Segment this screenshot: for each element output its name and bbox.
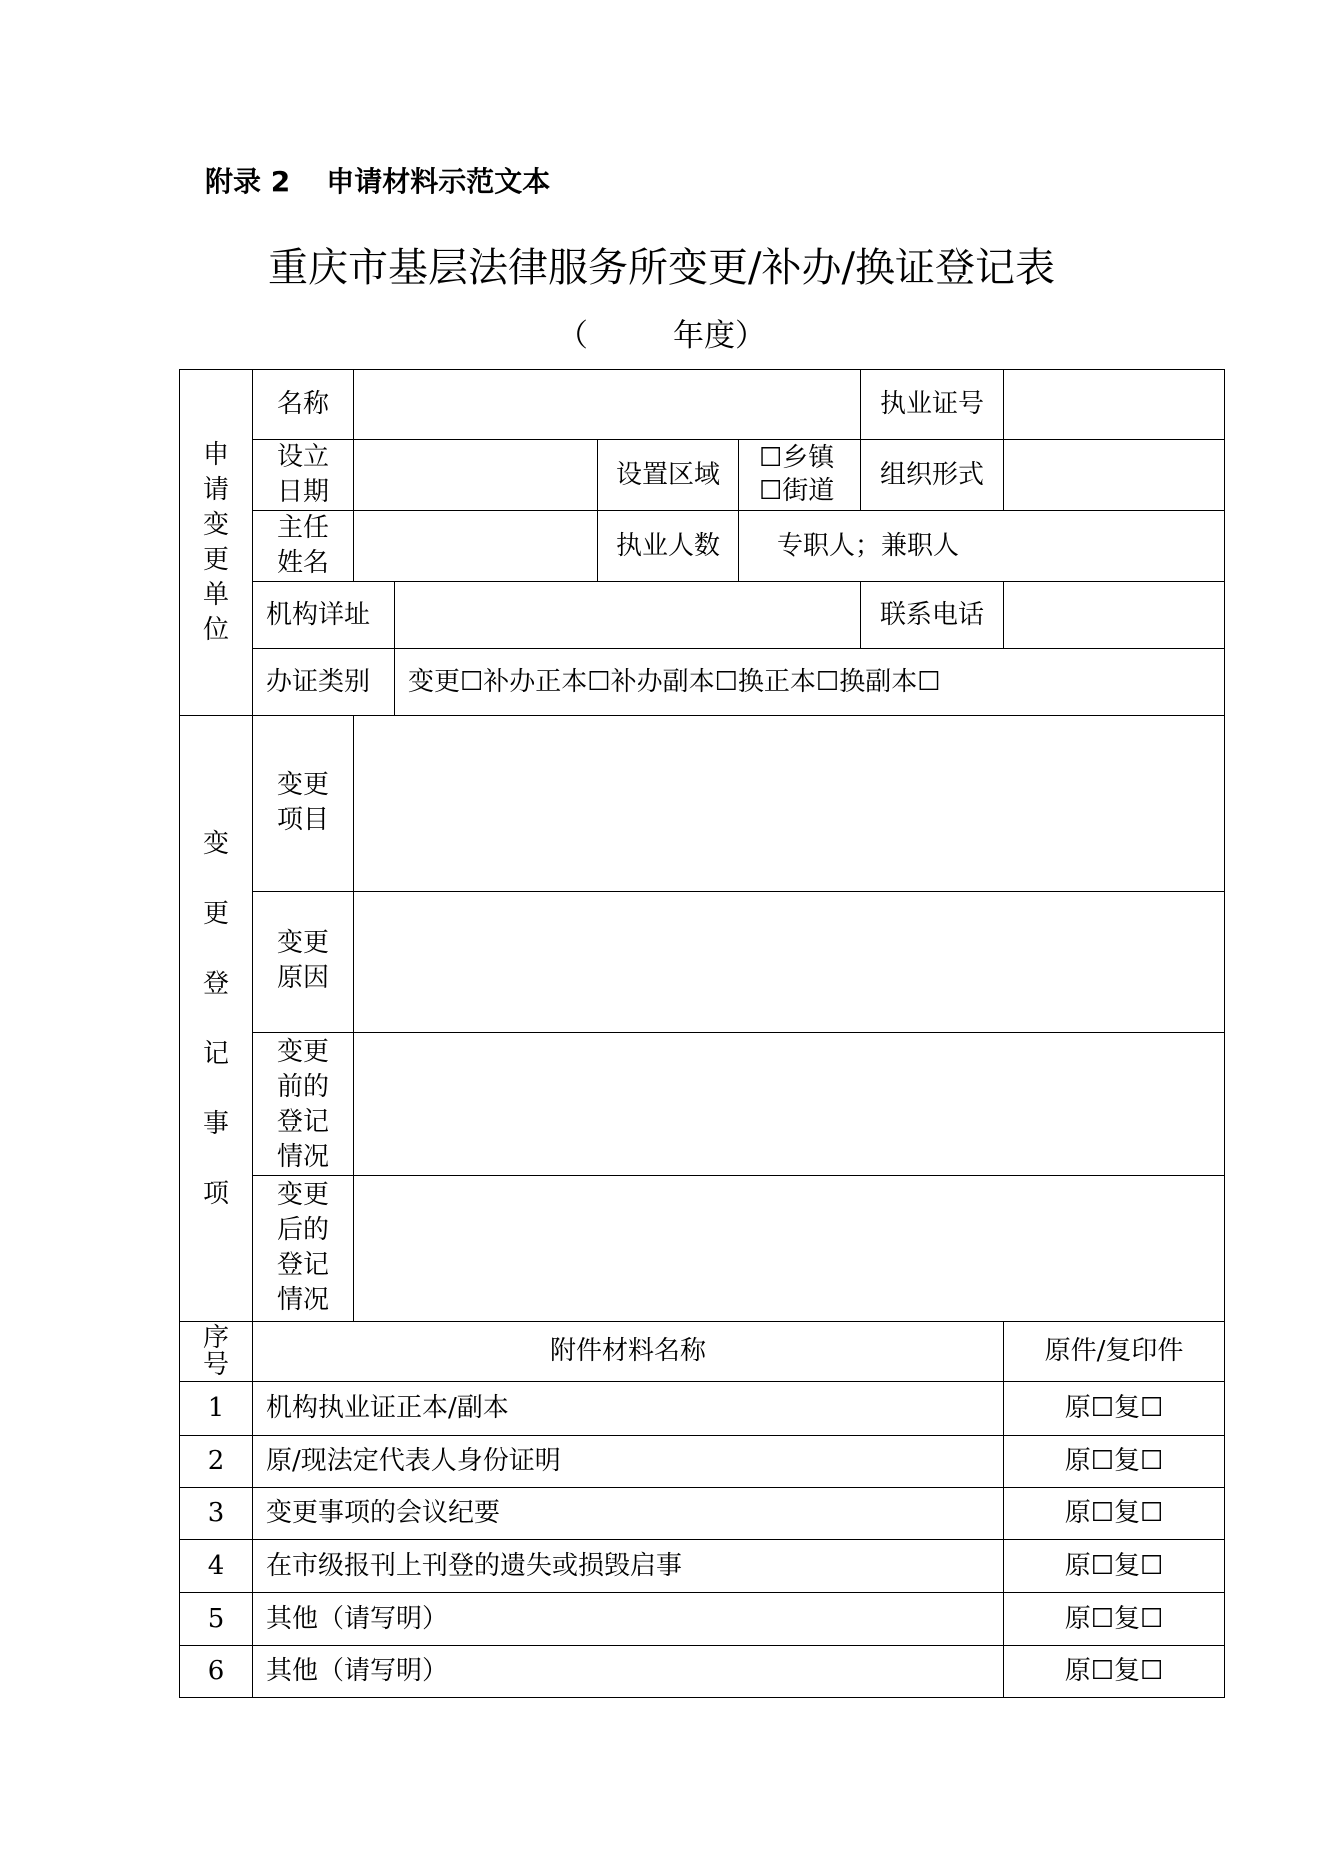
appendix-heading	[205, 160, 550, 200]
after-registration-field[interactable]	[354, 1176, 1225, 1322]
before-registration-field[interactable]	[354, 1033, 1225, 1176]
attachment-row-copy[interactable]: 原☐复☐	[1004, 1540, 1225, 1593]
change-section-heading: 变 更 登 记 事 项	[180, 716, 253, 1322]
seq-header: 序 号	[180, 1322, 253, 1382]
appendix-label: 附录 2	[205, 165, 291, 198]
attachment-row-name: 机构执业证正本/副本	[253, 1382, 1004, 1436]
phone-label: 联系电话	[861, 582, 1004, 649]
attachment-row-copy[interactable]: 原☐复☐	[1004, 1436, 1225, 1488]
attachment-row-name: 变更事项的会议纪要	[253, 1488, 1004, 1540]
name-field[interactable]	[354, 370, 861, 440]
attachment-row-no: 1	[180, 1382, 253, 1436]
before-registration-label: 变更 前的 登记 情况	[253, 1033, 354, 1176]
director-field[interactable]	[354, 511, 598, 582]
attachment-row-name: 其他（请写明）	[253, 1646, 1004, 1698]
staff-count-field[interactable]: 专职人；兼职人	[739, 511, 1225, 582]
region-label: 设置区域	[598, 440, 739, 511]
copy-type-header: 原件/复印件	[1004, 1322, 1225, 1382]
change-items-label: 变更 项目	[253, 716, 354, 892]
attachment-row-name: 其他（请写明）	[253, 1593, 1004, 1646]
year-label: 年度）	[673, 318, 766, 354]
staff-count-label: 执业人数	[598, 511, 739, 582]
attachment-row-no: 3	[180, 1488, 253, 1540]
attachment-row-no: 2	[180, 1436, 253, 1488]
region-option-street[interactable]: ☐街道	[759, 476, 835, 506]
category-label: 办证类别	[253, 649, 395, 716]
form-title: 重庆市基层法律服务所变更/补办/换证登记表	[268, 245, 1055, 291]
year-open-paren: （	[557, 318, 588, 354]
address-label: 机构详址	[253, 582, 395, 649]
attachment-row-copy[interactable]: 原☐复☐	[1004, 1593, 1225, 1646]
change-reason-label: 变更 原因	[253, 892, 354, 1033]
attachment-row-name: 原/现法定代表人身份证明	[253, 1436, 1004, 1488]
category-options[interactable]: 变更☐补办正本☐补办副本☐换正本☐换副本☐	[395, 649, 1225, 716]
attachment-row-no: 6	[180, 1646, 253, 1698]
org-form-label: 组织形式	[861, 440, 1004, 511]
year-line	[0, 310, 1323, 355]
license-no-field[interactable]	[1004, 370, 1225, 440]
director-label: 主任 姓名	[253, 511, 354, 582]
appendix-title: 申请材料示范文本	[326, 165, 551, 198]
attachment-row-no: 5	[180, 1593, 253, 1646]
after-registration-label: 变更 后的 登记 情况	[253, 1176, 354, 1322]
setup-date-field[interactable]	[354, 440, 598, 511]
region-option-township[interactable]: ☐乡镇	[759, 443, 835, 473]
registration-form-table	[179, 369, 1225, 1698]
change-items-field[interactable]	[354, 716, 1225, 892]
attachment-row-copy[interactable]: 原☐复☐	[1004, 1646, 1225, 1698]
attachment-row-copy[interactable]: 原☐复☐	[1004, 1488, 1225, 1540]
setup-date-label: 设立 日期	[253, 440, 354, 511]
attachment-row-no: 4	[180, 1540, 253, 1593]
region-options[interactable]	[739, 440, 861, 511]
address-field[interactable]	[395, 582, 861, 649]
applicant-section-heading: 申 请 变 更 单 位	[180, 370, 253, 716]
license-no-label: 执业证号	[861, 370, 1004, 440]
attachment-name-header: 附件材料名称	[253, 1322, 1004, 1382]
attachment-row-copy[interactable]: 原☐复☐	[1004, 1382, 1225, 1436]
change-reason-field[interactable]	[354, 892, 1225, 1033]
attachment-row-name: 在市级报刊上刊登的遗失或损毁启事	[253, 1540, 1004, 1593]
phone-field[interactable]	[1004, 582, 1225, 649]
org-form-field[interactable]	[1004, 440, 1225, 511]
name-label: 名称	[253, 370, 354, 440]
